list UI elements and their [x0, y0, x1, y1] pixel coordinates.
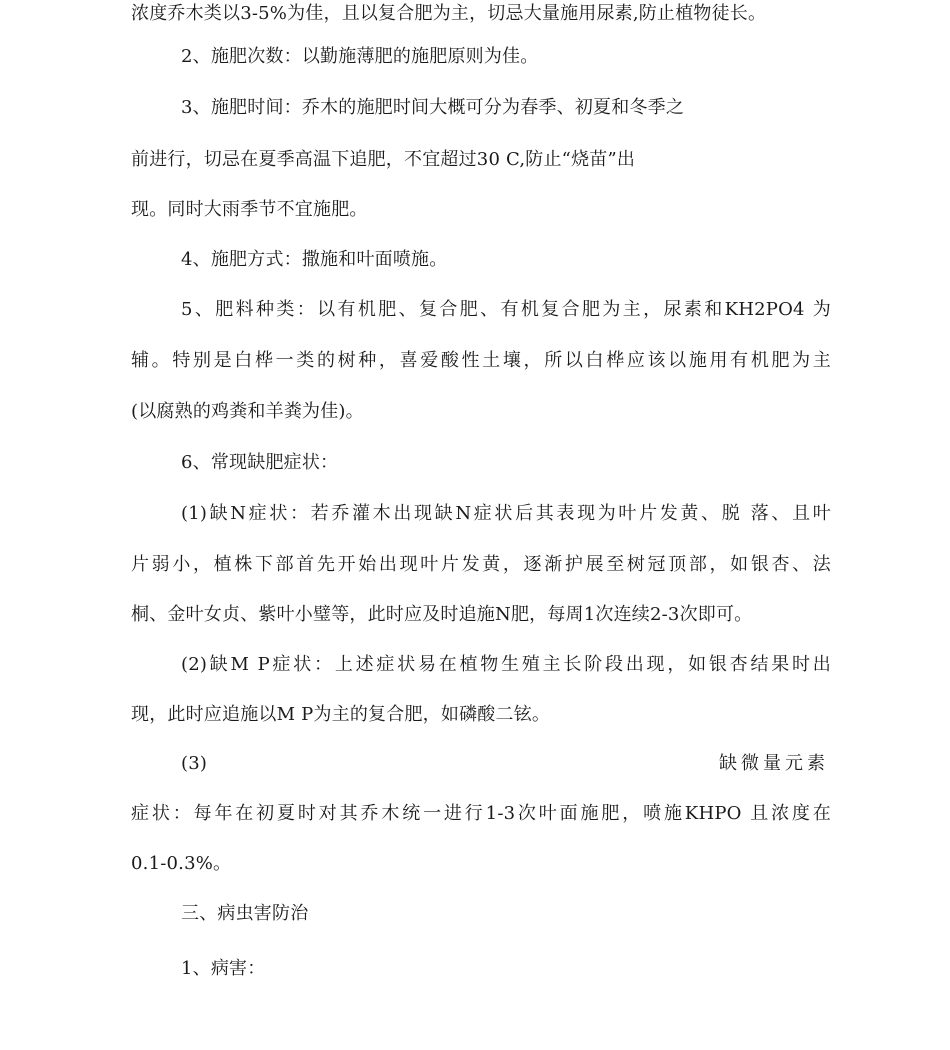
paragraph-line: (1)缺N症状：若乔灌木出现缺N症状后其表现为叶片发黄、脱 落、且叶	[181, 503, 831, 524]
paragraph-line: 2、施肥次数：以勤施薄肥的施肥原则为佳。	[181, 46, 539, 67]
paragraph-line: 片弱小，植株下部首先开始出现叶片发黄，逐渐护展至树冠顶部，如银杏、法	[131, 554, 831, 575]
subsection-heading: 1、病害：	[181, 958, 266, 979]
paragraph-line: 现。同时大雨季节不宜施肥。	[131, 199, 368, 220]
paragraph-line: 桐、金叶女贞、紫叶小璧等，此时应及时追施N肥，每周1次连续2-3次即可。	[131, 604, 753, 625]
paragraph-line: 0.1-0.3%。	[131, 853, 232, 874]
paragraph-line: 浓度乔木类以3-5%为佳，且以复合肥为主，切忌大量施用尿素,防止植物徒长。	[131, 3, 767, 24]
paragraph-line: 4、施肥方式：撒施和叶面喷施。	[181, 249, 448, 270]
paragraph-line: 辅。特别是白桦一类的树种，喜爱酸性土壤，所以白桦应该以施用有机肥为主	[131, 350, 831, 371]
paragraph-line: 缺微量元素	[719, 753, 829, 774]
paragraph-line: 5、肥料种类：以有机肥、复合肥、有机复合肥为主，尿素和KH2PO4 为	[181, 299, 831, 320]
paragraph-line: 3、施肥时间：乔木的施肥时间大概可分为春季、初夏和冬季之	[181, 97, 685, 118]
section-heading: 三、病虫害防治	[181, 903, 309, 924]
paragraph-line: 前进行，切忌在夏季高温下追肥，不宜超过30 C,防止“烧苗”出	[131, 149, 636, 170]
paragraph-line: (3)	[181, 753, 208, 774]
paragraph-line: 症状：每年在初夏时对其乔木统一进行1-3次叶面施肥，喷施KHPO 且浓度在	[131, 803, 831, 824]
paragraph-line: 6、常现缺肥症状：	[181, 452, 339, 473]
paragraph-line: (以腐熟的鸡粪和羊粪为佳)。	[131, 401, 364, 422]
paragraph-line: 现，此时应追施以M P为主的复合肥，如磷酸二铉。	[131, 704, 551, 725]
paragraph-line: (2)缺M P症状：上述症状易在植物生殖主长阶段出现，如银杏结果时出	[181, 654, 831, 675]
